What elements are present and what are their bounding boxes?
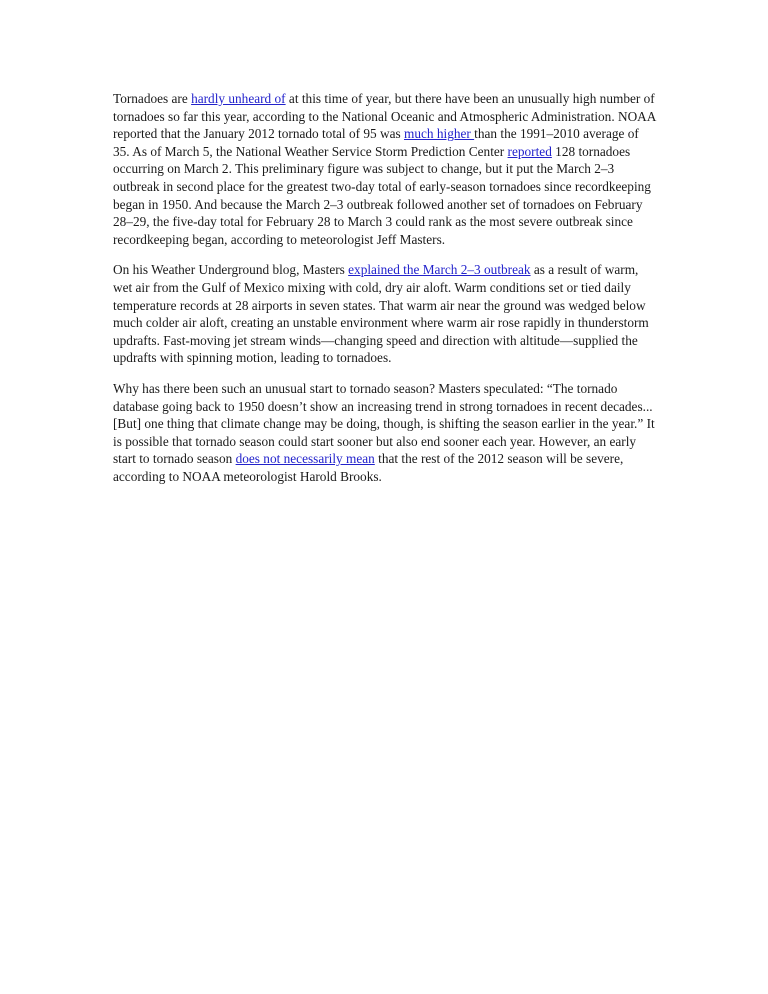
text-run: at this time of year, but there have been an unusually high number of tornadoes so far this year, according to the National Oceanic and Atmospheric Administration. NOAA reported that the January 2012 tornado total of 95 was bbox=[113, 91, 656, 142]
paragraph-2 bbox=[113, 261, 658, 367]
text-run: 128 tornadoes occurring on March 2. This preliminary figure was subject to change, but it put the March 2–3 outbreak in second place for the greatest two-day total of early-season tornadoes since recordkeeping began in 1950. And because the March 2–3 outbreak followed another set of tornadoes on February 28–29, the five-day total for February 28 to March 3 could rank as the most severe outbreak since recordkeeping began, according to meteorologist Jeff Masters. bbox=[113, 143, 651, 247]
text-run: as a result of warm, wet air from the Gulf of Mexico mixing with cold, dry air aloft. Warm conditions set or tied daily temperature records at 28 airports in seven states. That warm air near the ground was wedged below much colder air aloft, creating an unstable environment where warm air rose rapidly in thunderstorm updrafts. Fast-moving jet stream winds—changing speed and direction with altitude—supplied the updrafts with spinning motion, leading to tornadoes. bbox=[113, 262, 649, 366]
link-much-higher[interactable]: much higher bbox=[403, 126, 475, 142]
text-run: On his Weather Underground blog, Masters bbox=[113, 262, 349, 278]
text-run: Why has there been such an unusual start to tornado season? Masters speculated: “The tornado database going back to 1950 doesn’t show an increasing trend in strong tornadoes in recent decades...[But] one thing that climate change may be doing, though, is shifting the season earlier in the year.” It is possible that tornado season could start sooner but also end sooner each year. However, an early start to tornado season bbox=[113, 380, 655, 467]
text-run: than the 1991–2010 average of 35. As of March 5, the National Weather Service Storm Prediction Center bbox=[113, 126, 639, 159]
link-explained-outbreak[interactable]: explained the March 2–3 outbreak bbox=[348, 262, 531, 278]
paragraph-1 bbox=[113, 90, 658, 248]
paragraph-3 bbox=[113, 380, 658, 486]
text-run: Tornadoes are bbox=[113, 91, 192, 106]
document-body bbox=[113, 90, 658, 498]
text-run: that the rest of the 2012 season will be severe, according to NOAA meteorologist Harold Brooks. bbox=[113, 451, 624, 484]
link-reported[interactable]: reported bbox=[507, 143, 552, 159]
link-does-not-necessarily-mean[interactable]: does not necessarily mean bbox=[235, 451, 375, 467]
link-hardly-unheard-of[interactable]: hardly unheard of bbox=[191, 91, 286, 106]
